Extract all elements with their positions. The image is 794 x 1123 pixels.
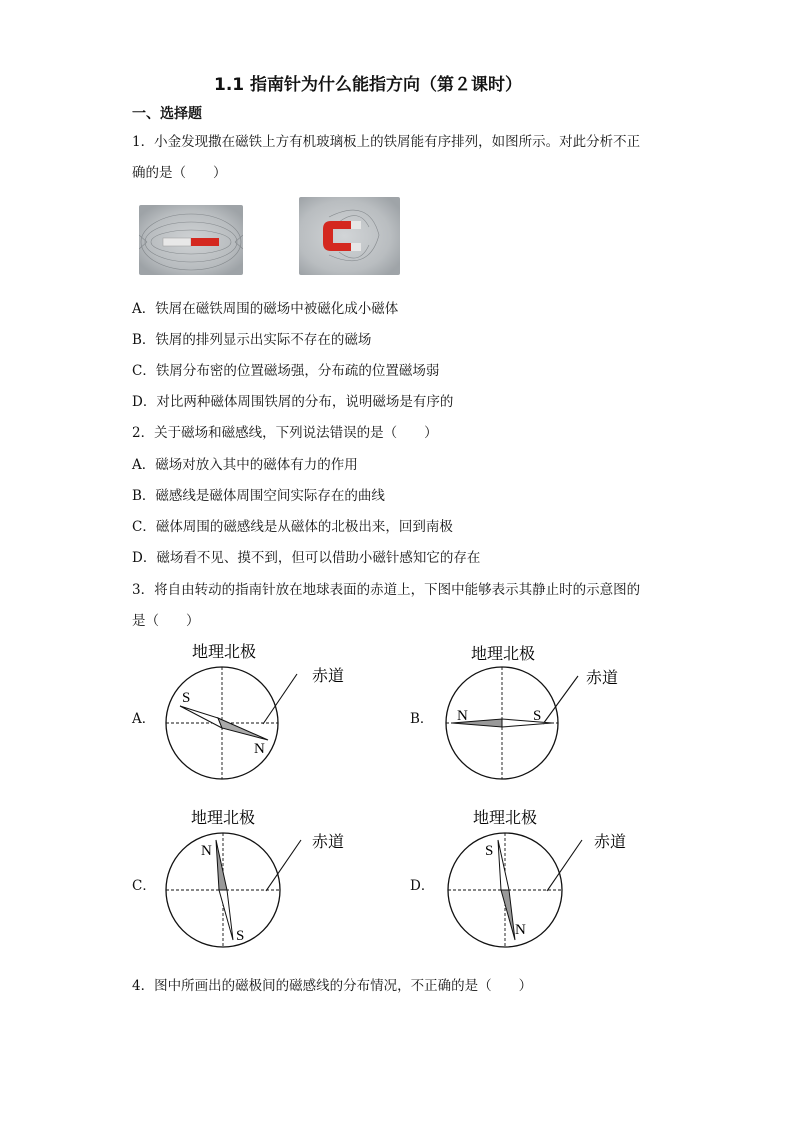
q3-diagram-b [440,638,640,788]
q2-option-b: B．磁感线是磁体周围空间实际存在的曲线 [132,488,385,504]
pole-label: 地理北极 [191,810,256,827]
page-title: 1.1 指南针为什么能指方向（第２课时） [214,75,523,95]
compass-needle-light [180,706,222,728]
compass-needle-dark [501,890,515,940]
compass-needle-dark [218,718,268,740]
compass-needle-dark [216,840,227,890]
equator-label: 赤道 [312,668,345,685]
pole-label: 地理北极 [473,810,538,827]
q3-option-b-label: B． [410,711,434,727]
needle-label-n: N [201,843,212,859]
needle-label-s: S [485,843,494,859]
equator-label: 赤道 [312,834,345,851]
needle-label-s: S [236,928,245,944]
q2-option-c: C．磁体周围的磁感线是从磁体的北极出来，回到南极 [132,519,453,535]
equator-pointer [263,674,297,724]
compass-needle-light [219,890,233,940]
q2-stem: 2．关于磁场和磁感线，下列说法错误的是（ ） [132,425,438,441]
q3-option-c-label: C． [132,878,156,894]
equator-label: 赤道 [594,834,627,851]
needle-label-n: N [515,922,526,938]
q3-diagram-c [160,802,360,952]
equator-pointer [266,840,301,891]
q3-stem-line1: 3．将自由转动的指南针放在地球表面的赤道上，下图中能够表示其静止时的示意图的 [132,582,641,598]
section-heading: 一、选择题 [132,106,202,122]
q1-stem-line2: 确的是（ ） [132,165,227,181]
needle-label-s: S [533,708,542,724]
q1-option-b: B．铁屑的排列显示出实际不存在的磁场 [132,332,372,348]
q3-stem-line2: 是（ ） [132,613,200,629]
needle-label-n: N [254,741,265,757]
q1-stem-line1: 1．小金发现撒在磁铁上方有机玻璃板上的铁屑能有序排列，如图所示。对此分析不正 [132,134,641,150]
q3-diagram-d [440,802,640,952]
equator-pointer [543,676,578,724]
bar-magnet-image [139,205,243,275]
equator-pointer [547,840,582,891]
q2-option-d: D．磁场看不见、摸不到，但可以借助小磁针感知它的存在 [132,550,481,566]
q1-option-c: C．铁屑分布密的位置磁场强，分布疏的位置磁场弱 [132,363,440,379]
horseshoe-magnet-image [299,197,400,275]
q2-option-a: A．磁场对放入其中的磁体有力的作用 [132,457,358,473]
compass-needle-light [502,719,552,727]
pole-label: 地理北极 [192,644,257,661]
q1-option-a: A．铁屑在磁铁周围的磁场中被磁化成小磁体 [132,301,399,317]
needle-label-n: N [457,708,468,724]
bar-magnet-photo [139,205,243,275]
pole-label: 地理北极 [471,646,536,663]
q3-diagram-a [160,636,360,786]
needle-label-s: S [182,690,191,706]
q3-option-a-label: A． [132,711,156,727]
equator-label: 赤道 [586,670,619,687]
compass-needle-light [498,840,509,890]
q3-option-d-label: D． [410,878,435,894]
q1-option-d: D．对比两种磁体周围铁屑的分布，说明磁场是有序的 [132,394,454,410]
q4-stem: 4．图中所画出的磁极间的磁感线的分布情况，不正确的是（ ） [132,978,533,994]
horseshoe-magnet-photo [299,197,400,275]
